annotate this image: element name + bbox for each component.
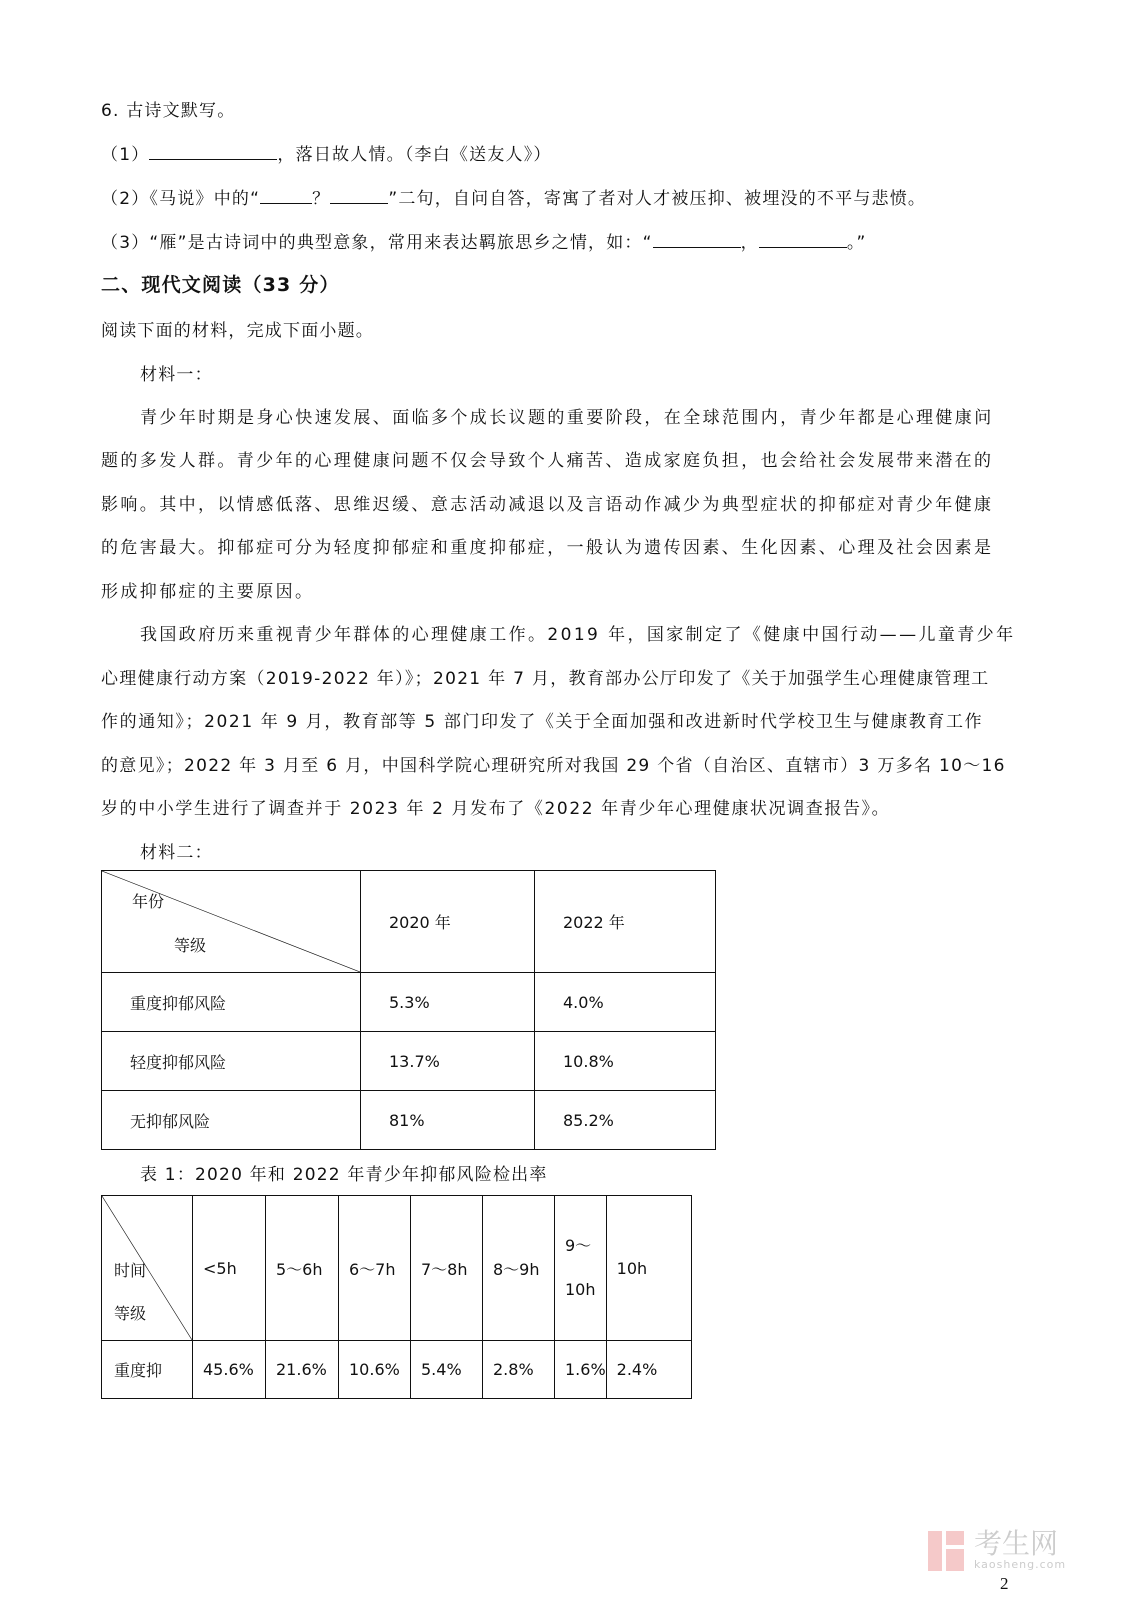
table-cell: 85.2% [535, 1091, 716, 1150]
table-corner-cell [102, 871, 361, 973]
column-header: 7～8h [411, 1196, 483, 1341]
column-header: 5～6h [266, 1196, 339, 1341]
row-label: 无抑郁风险 [102, 1091, 361, 1150]
item-text: ？ [312, 189, 331, 209]
paragraph-line: 的危害最大。抑郁症可分为轻度抑郁症和重度抑郁症，一般认为遗传因素、生化因素、心理及社会因素是 [101, 538, 994, 558]
paragraph-line: 岁的中小学生进行了调查并于 2023 年 2 月发布了《2022 年青少年心理健康状况调查报告》。 [101, 799, 891, 819]
paragraph-line: 形成抑郁症的主要原因。 [101, 582, 315, 602]
table-cell: 10.8% [535, 1032, 716, 1091]
item-text: （3）“雁”是古诗词中的典型意象，常用来表达羁旅思乡之情，如：“ [101, 233, 653, 253]
watermark-domain: kaosheng.com [974, 1558, 1067, 1571]
table-cell: 13.7% [361, 1032, 535, 1091]
watermark [928, 1527, 1067, 1571]
table-cell: 5.4% [411, 1341, 483, 1399]
instruction: 阅读下面的材料，完成下面小题。 [101, 321, 374, 341]
table-row [102, 1341, 692, 1399]
table-row [102, 1032, 716, 1091]
item-text: ，落日故人情。（李白《送友人》） [277, 145, 552, 165]
table-cell: 21.6% [266, 1341, 339, 1399]
answer-blank[interactable] [149, 143, 277, 160]
column-header: 2022 年 [535, 871, 716, 973]
row-label: 重度抑 [102, 1341, 193, 1399]
paragraph-line: 影响。其中，以情感低落、思维迟缓、意志活动减退以及言语动作减少为典型症状的抑郁症对青少年健康 [101, 495, 994, 515]
question-6-item-2 [101, 184, 926, 209]
question-6-title: 6. 古诗文默写。 [101, 101, 236, 121]
answer-blank[interactable] [330, 187, 388, 204]
answer-blank[interactable] [260, 187, 312, 204]
material-1-label: 材料一： [140, 365, 213, 385]
corner-label-year: 年份 [132, 892, 165, 911]
column-header: <5h [193, 1196, 266, 1341]
depression-risk-table [101, 870, 716, 1150]
answer-blank[interactable] [759, 231, 847, 248]
item-number: （1） [101, 145, 150, 165]
table-cell: 10.6% [339, 1341, 411, 1399]
paragraph-line: 心理健康行动方案（2019-2022 年）》；2021 年 7 月，教育部办公厅印发了《关于加强学生心理健康管理工 [101, 669, 990, 689]
table-cell: 5.3% [361, 973, 535, 1032]
item-text: （2）《马说》中的“ [101, 189, 261, 209]
page-number: 2 [1000, 1574, 1009, 1593]
section-heading: 二、现代文阅读（33 分） [101, 274, 340, 296]
paragraph-line: 的意见》；2022 年 3 月至 6 月，中国科学院心理研究所对我国 29 个省（自治区、直辖市）3 万多名 10～16 [101, 756, 1006, 776]
column-header: 2020 年 [361, 871, 535, 973]
table-corner-cell [102, 1196, 193, 1341]
table-cell: 45.6% [193, 1341, 266, 1399]
item-text: ， [740, 233, 759, 253]
paragraph-line: 作的通知》；2021 年 9 月，教育部等 5 部门印发了《关于全面加强和改进新时代学校卫生与健康教育工作 [101, 712, 984, 732]
table-cell: 81% [361, 1091, 535, 1150]
paragraph-line: 题的多发人群。青少年的心理健康问题不仅会导致个人痛苦、造成家庭负担，也会给社会发展带来潜在的 [101, 451, 994, 471]
row-label: 轻度抑郁风险 [102, 1032, 361, 1091]
item-text: ”二句，自问自答，寄寓了者对人才被压抑、被埋没的不平与悲愤。 [388, 189, 927, 209]
table-row [102, 973, 716, 1032]
question-6-item-3 [101, 228, 867, 253]
corner-label-level: 等级 [114, 1304, 147, 1323]
paragraph-line: 我国政府历来重视青少年群体的心理健康工作。2019 年，国家制定了《健康中国行动——儿童青少年 [140, 625, 1016, 645]
corner-label-level: 等级 [174, 936, 207, 955]
sleep-time-table [101, 1195, 692, 1399]
column-header: 6～7h [339, 1196, 411, 1341]
column-header: 9～10h [555, 1196, 607, 1341]
watermark-logo-icon [928, 1531, 968, 1571]
table-cell: 2.4% [606, 1341, 691, 1399]
table-cell: 1.6% [555, 1341, 607, 1399]
question-6-item-1 [101, 140, 552, 165]
answer-blank[interactable] [653, 231, 741, 248]
table-cell: 4.0% [535, 973, 716, 1032]
column-header: 10h [606, 1196, 691, 1341]
column-header: 8～9h [483, 1196, 555, 1341]
watermark-brand: 考生网 [974, 1527, 1059, 1560]
material-2-label: 材料二： [140, 843, 213, 863]
paragraph-line: 青少年时期是身心快速发展、面临多个成长议题的重要阶段，在全球范围内，青少年都是心理健康问 [140, 408, 994, 428]
table-1-caption: 表 1：2020 年和 2022 年青少年抑郁风险检出率 [140, 1165, 548, 1185]
corner-label-time: 时间 [114, 1261, 147, 1280]
table-cell: 2.8% [483, 1341, 555, 1399]
item-text: 。” [846, 233, 867, 253]
row-label: 重度抑郁风险 [102, 973, 361, 1032]
table-row [102, 1091, 716, 1150]
